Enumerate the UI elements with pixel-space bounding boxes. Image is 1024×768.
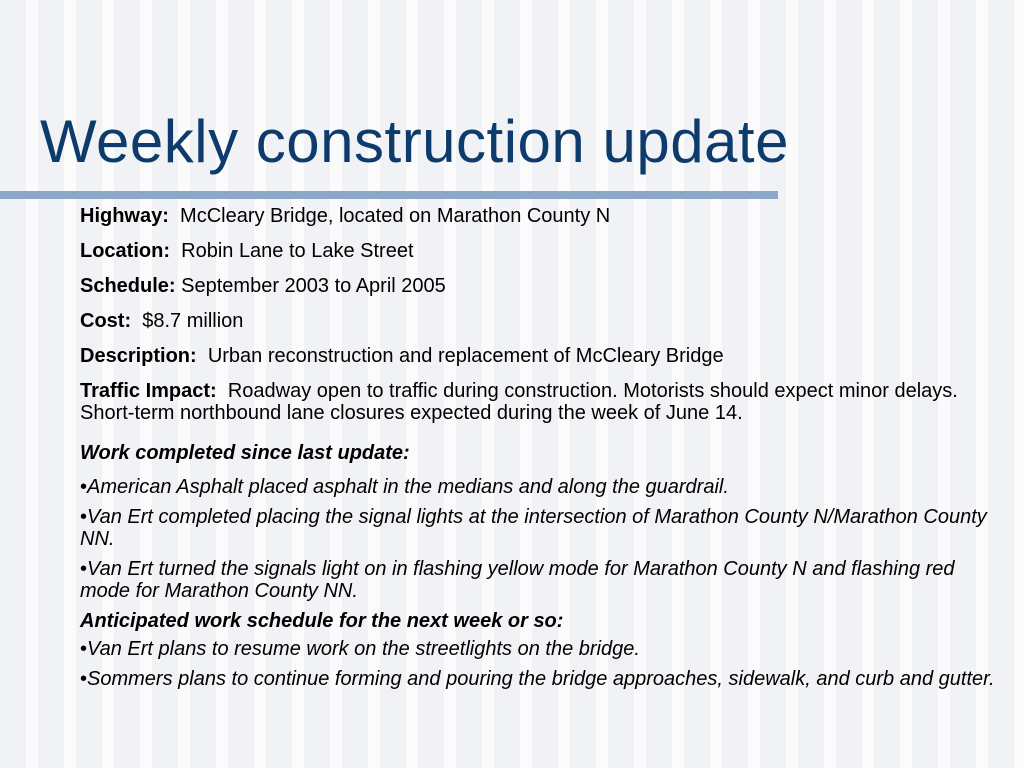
field-label: Location: <box>80 240 170 262</box>
field-cost <box>80 310 1010 332</box>
bullet-glyph: • <box>80 638 88 660</box>
bullet-glyph: • <box>80 476 88 498</box>
field-value: McCleary Bridge, located on Marathon County N <box>180 205 611 227</box>
field-value: $8.7 million <box>142 310 244 332</box>
field-highway <box>80 205 1010 227</box>
field-value: Roadway open to traffic during construction. Motorists should expect minor delays. Short-term northbound lane closures expected during the week of June 14. <box>80 380 958 424</box>
field-label: Description: <box>80 345 197 367</box>
field-value: Urban reconstruction and replacement of McCleary Bridge <box>207 345 724 367</box>
field-label: Schedule: <box>80 275 176 297</box>
field-label: Highway: <box>80 205 169 227</box>
title-underline <box>0 191 778 199</box>
field-description <box>80 345 1010 367</box>
field-label: Cost: <box>80 310 132 332</box>
item-text: Van Ert completed placing the signal lights at the intersection of Marathon County N/Marathon County NN. <box>80 506 987 550</box>
completed-heading: Work completed since last update: <box>80 442 410 464</box>
anticipated-heading: Anticipated work schedule for the next week or so: <box>80 610 564 632</box>
slide-title: Weekly construction update <box>40 108 789 175</box>
item-text: Van Ert turned the signals light on in flashing yellow mode for Marathon County N and flashing red mode for Marathon County NN. <box>80 558 955 602</box>
anticipated-item <box>80 668 1010 690</box>
bullet-glyph: • <box>80 506 88 528</box>
bullet-glyph: • <box>80 558 88 580</box>
completed-item <box>80 506 1010 550</box>
item-text: Van Ert plans to resume work on the streetlights on the bridge. <box>87 638 640 660</box>
field-label: Traffic Impact: <box>80 380 217 402</box>
field-traffic-impact <box>80 380 1010 424</box>
item-text: American Asphalt placed asphalt in the medians and along the guardrail. <box>87 476 729 498</box>
anticipated-item <box>80 638 1010 660</box>
field-value: Robin Lane to Lake Street <box>181 240 414 262</box>
slide-body <box>80 205 1010 698</box>
bullet-glyph: • <box>80 668 88 690</box>
completed-item <box>80 558 1010 602</box>
field-location <box>80 240 1010 262</box>
field-schedule <box>80 275 1010 297</box>
field-value: September 2003 to April 2005 <box>181 275 446 297</box>
completed-item <box>80 476 1010 498</box>
item-text: Sommers plans to continue forming and pouring the bridge approaches, sidewalk, and curb and gutter. <box>87 668 995 690</box>
